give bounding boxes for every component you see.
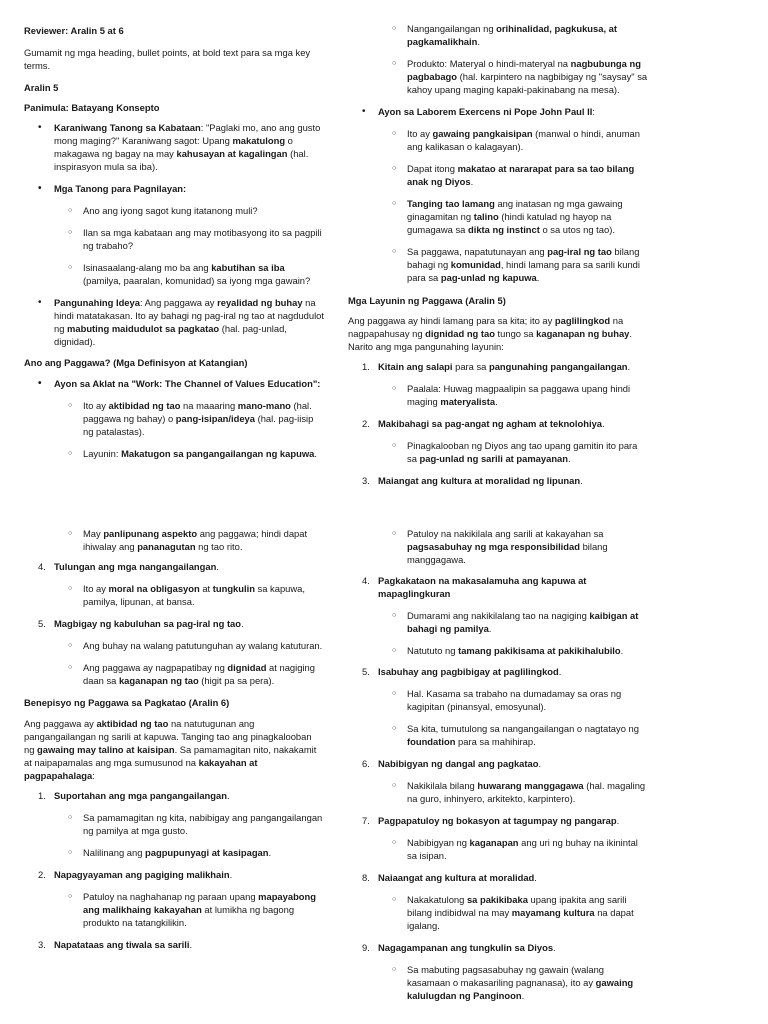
subbullet: ○ Ito ay moral na obligasyon at tungkulin sa kapuwa, pamilya, lipunan, at bansa. xyxy=(24,582,324,608)
heading-mga-layunin: Mga Layunin ng Paggawa (Aralin 5) xyxy=(348,295,506,306)
bullet-karaniwang-tanong: • Karaniwang Tanong sa Kabataan: "Paglaki mo, ano ang gusto mong maging?" Karaniwang sagot: Upang makatulong o makagawa ng bagay na may kahusayan at kagalingan (hal. inspirasyon mula sa iba). xyxy=(24,121,324,173)
subbullet: ○ Patuloy na nakikilala ang sarili at kakayahan sa pagsasabuhay ng mga responsibilidad bilang manggagawa. xyxy=(348,527,648,566)
numbered-item-7: 7. Pagpapatuloy ng bokasyon at tagumpay ng pangarap. xyxy=(362,815,620,826)
numbered-item-2: 2. Napagyayaman ang pagiging malikhain. xyxy=(38,869,233,880)
subbullet: ○ Tanging tao lamang ang inatasan ng mga gawaing ginagamitan ng talino (hindi katulad ng hayop na gumagawa sa dikta ng instinct o sa utos ng tao). xyxy=(348,197,648,236)
subbullet: ○ Isinasaalang-alang mo ba ang kabutihan sa iba (pamilya, paaralan, komunidad) sa iyong mga gawain? xyxy=(24,261,324,287)
subbullet: ○ Layunin: Makatugon sa pangangailangan ng kapuwa. xyxy=(24,447,324,460)
numbered-item-5: 5. Magbigay ng kabuluhan sa pag-iral ng tao. xyxy=(38,618,244,629)
numbered-item-1: 1. Kitain ang salapi para sa pangunahing pangangailangan. xyxy=(362,361,631,372)
intro-text: Gumamit ng mga heading, bullet points, at bold text para sa mga key terms. xyxy=(24,47,311,71)
subbullet: ○ Paalala: Huwag magpaalipin sa paggawa upang hindi maging materyalista. xyxy=(348,382,648,408)
subbullet: ○ Patuloy na naghahanap ng paraan upang mapayabong ang malikhaing kakayahan at lumikha ng bagong produkto na tatangkilikin. xyxy=(24,890,324,929)
bullet-aklat: • Ayon sa Aklat na "Work: The Channel of Values Education": xyxy=(24,377,324,390)
subbullet: ○ Nalilinang ang pagpupunyagi at kasipagan. xyxy=(24,846,324,859)
layunin-paragraph: Ang paggawa ay hindi lamang para sa kita; ito ay paglilingkod na nagpapahusay ng dignidad ng tao tungo sa kaganapan ng buhay. Narito ang mga pangunahing layunin: xyxy=(348,315,632,352)
numbered-item-2: 2. Makibahagi sa pag-angat ng agham at teknolohiya. xyxy=(362,418,605,429)
subbullet: ○ Nabibigyan ng kaganapan ang uri ng buhay na ikinintal sa isipan. xyxy=(348,836,648,862)
left-bottom-column xyxy=(24,527,324,951)
subbullet: ○ Ito ay aktibidad ng tao na maaaring mano-mano (hal. paggawa ng bahay) o pang-isipan/ideya (hal. pag-iisip ng patalastas). xyxy=(24,399,324,438)
subbullet: ○ Ang buhay na walang patutunguhan ay walang katuturan. xyxy=(24,639,324,652)
subbullet: ○ Natututo ng tamang pakikisama at pakikihalubilo. xyxy=(348,644,648,657)
subbullet: ○ Pinagkalooban ng Diyos ang tao upang gamitin ito para sa pag-unlad ng sarili at pamayanan. xyxy=(348,439,648,465)
subbullet: ○ Sa pamamagitan ng kita, nabibigay ang pangangailangan ng pamilya at mga gusto. xyxy=(24,811,324,837)
benepisyo-paragraph: Ang paggawa ay aktibidad ng tao na natutugunan ang pangangailangan ng sarili at kapuwa. Tanging tao ang pinagkalooban ng gawaing may talino at kaisipan. Sa pamamagitan nito, nakakamit at naipapamalas ang mga sumusunod na kakayahan at pagpapahalaga: xyxy=(24,718,317,781)
subbullet: ○ Ano ang iyong sagot kung itatanong muli? xyxy=(24,204,324,217)
subbullet: ○ Nangangailangan ng orihinalidad, pagkukusa, at pagkamalikhain. xyxy=(348,22,648,48)
document-title: Reviewer: Aralin 5 at 6 xyxy=(24,25,124,36)
subbullet: ○ Sa paggawa, napatutunayan ang pag-iral ng tao bilang bahagi ng komunidad, hindi lamang para sa sarili kundi para sa pag-unlad ng kapuwa. xyxy=(348,245,648,284)
heading-benepisyo: Benepisyo ng Paggawa sa Pagkatao (Aralin 6) xyxy=(24,697,230,708)
subbullet: ○ Sa mabuting pagsasabuhay ng gawain (walang kasamaan o makasariling pagnanasa), ito ay gawaing kalulugdan ng Panginoon. xyxy=(348,963,648,1002)
numbered-item-3: 3. Napatataas ang tiwala sa sarili. xyxy=(38,939,193,950)
numbered-item-8: 8. Naiaangat ang kultura at moralidad. xyxy=(362,872,537,883)
numbered-item-4: 4. Pagkakataon na makasalamuha ang kapuwa at mapaglingkuran xyxy=(362,575,587,599)
subbullet: ○ Ito ay gawaing pangkaisipan (manwal o hindi, anuman ang kalikasan o kalagayan). xyxy=(348,127,648,153)
heading-ano-ang-paggawa: Ano ang Paggawa? (Mga Definisyon at Katangian) xyxy=(24,357,248,368)
right-top-column xyxy=(348,22,648,487)
left-top-column xyxy=(24,24,324,460)
right-bottom-column xyxy=(348,527,648,1002)
numbered-item-3: 3. Maiangat ang kultura at moralidad ng lipunan. xyxy=(362,475,583,486)
subbullet: ○ Produkto: Materyal o hindi-materyal na nagbubunga ng pagbabago (hal. karpintero na nagbibigay ng "saysay" sa kahoy upang maging kapaki-pakinabang na mesa). xyxy=(348,57,648,96)
subbullet: ○ Nakikilala bilang huwarang manggagawa (hal. magaling na guro, inhinyero, arkitekto, karpintero). xyxy=(348,779,648,805)
subbullet: ○ May panlipunang aspekto ang paggawa; hindi dapat ihiwalay ang pananagutan ng tao rito. xyxy=(24,527,324,553)
subbullet: ○ Dumarami ang nakikilalang tao na nagiging kaibigan at bahagi ng pamilya. xyxy=(348,609,648,635)
aralin-label: Aralin 5 xyxy=(24,82,59,93)
bullet-mga-tanong: • Mga Tanong para Pagnilayan: xyxy=(24,182,324,195)
subbullet: ○ Sa kita, tumutulong sa nangangailangan o nagtatayo ng foundation para sa mahihirap. xyxy=(348,722,648,748)
bullet-laborem-exercens: • Ayon sa Laborem Exercens ni Pope John Paul II: xyxy=(348,105,648,118)
numbered-item-1: 1. Suportahan ang mga pangangailangan. xyxy=(38,790,230,801)
numbered-item-6: 6. Nabibigyan ng dangal ang pagkatao. xyxy=(362,758,542,769)
subbullet: ○ Hal. Kasama sa trabaho na dumadamay sa oras ng kagipitan (pinansyal, emosyunal). xyxy=(348,687,648,713)
subbullet: ○ Dapat itong makatao at nararapat para sa tao bilang anak ng Diyos. xyxy=(348,162,648,188)
subbullet: ○ Ang paggawa ay nagpapatibay ng dignidad at nagiging daan sa kaganapan ng tao (higit pa sa pera). xyxy=(24,661,324,687)
numbered-item-4: 4. Tulungan ang mga nangangailangan. xyxy=(38,561,219,572)
numbered-item-5: 5. Isabuhay ang pagbibigay at paglilingkod. xyxy=(362,666,562,677)
panimula-heading: Panimula: Batayang Konsepto xyxy=(24,102,160,113)
bullet-pangunahing-ideya: • Pangunahing Ideya: Ang paggawa ay reyalidad ng buhay na hindi matatakasan. Ito ay bahagi ng pag-iral ng tao at nagdudulot ng mabuting maidudulot sa pagkatao (hal. pag-unlad, dignidad). xyxy=(24,296,324,348)
subbullet: ○ Nakakatulong sa pakikibaka upang ipakita ang sarili bilang indibidwal na may mayamang kultura na dapat igalang. xyxy=(348,893,648,932)
numbered-item-9: 9. Nagagampanan ang tungkulin sa Diyos. xyxy=(362,942,556,953)
subbullet: ○ Ilan sa mga kabataan ang may motibasyong ito sa pagpili ng trabaho? xyxy=(24,226,324,252)
